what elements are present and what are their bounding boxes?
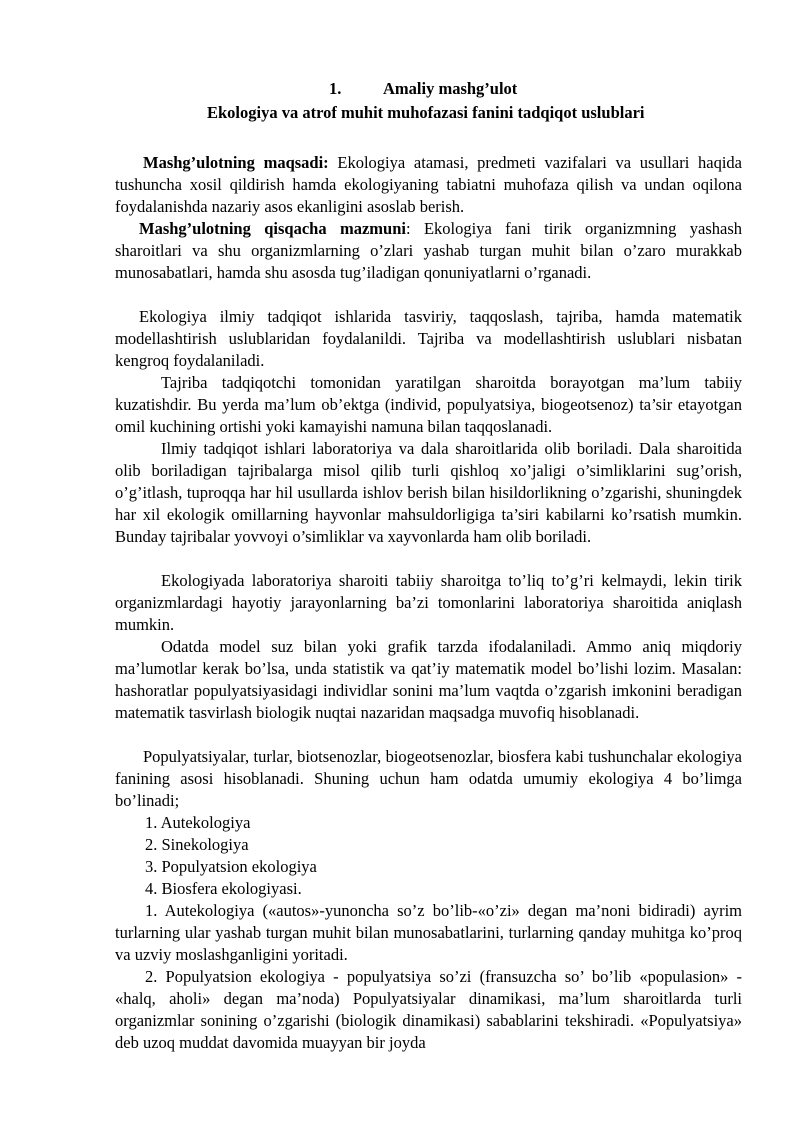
list-item: 3. Populyatsion ekologiya	[145, 857, 317, 876]
list-item: 2. Sinekologiya	[145, 835, 249, 854]
paragraph-experiment: Tajriba tadqiqotchi tomonidan yaratilgan sharoitda borayotgan ma’lum tabiiy kuzatishdir. Bu yerda ma’lum ob’ektga (individ, populyatsiya, biogeotsenoz) ta’sir etayotgan omil kuchining ortishi yoki kamayishi namuna bilan taqqoslanadi.	[115, 373, 742, 436]
paragraph-laboratory: Ekologiyada laboratoriya sharoiti tabiiy sharoitga to’liq to’g’ri kelmaydi, lekin tirik organizmlardagi hayotiy jarayonlarning ba’zi tomonlarini laboratoriya sharoitida aniqlash mumkin.	[115, 571, 742, 634]
summary-text: : Ekologiya fani tirik organizmning yashash sharoitlari va shu organizmlarning o’zlari yashab turgan muhit bilan o’zaro murakkab munosabatlari, hamda shu asosda tug’iladigan qonuniyatlarni o’rganadi.	[115, 219, 743, 282]
heading-title: Amaliy mashg’ulot	[383, 79, 518, 98]
paragraph-methods: Ekologiya ilmiy tadqiqot ishlarida tasviriy, taqqoslash, tajriba, hamda matematik modellashtirish uslublaridan foydalanildi. Tajriba va modellashtirish uslublari nisbatan kengroq foydalaniladi.	[115, 307, 742, 370]
paragraph-purpose	[115, 152, 742, 218]
heading-subtitle: Ekologiya va atrof muhit muhofazasi fanini tadqiqot uslublari	[207, 103, 645, 122]
paragraph-autecology: 1. Autekologiya («autos»-yunoncha so’z bo’lib-«o’zi» degan ma’noni bidiradi) ayrim turlarning ular yashab turgan muhit bilan munosabatlarini, turlarning qanday muhitga ko’proq va uzviy moslashganligini yoritadi.	[115, 901, 742, 964]
paragraph-summary	[115, 218, 742, 284]
purpose-label: Mashg’ulotning maqsadi:	[143, 153, 329, 172]
list-item: 1. Autekologiya	[145, 813, 251, 832]
list-item: 4. Biosfera ekologiyasi.	[145, 879, 302, 898]
heading-number: 1.	[329, 79, 342, 98]
paragraph-concepts: Populyatsiyalar, turlar, biotsenozlar, biogeotsenozlar, biosfera kabi tushunchalar ekologiya fanining asosi hisoblanadi. Shuning uchun ham odatda umumiy ekologiya 4 bo’limga bo’linadi;	[115, 747, 742, 810]
purpose-text: Ekologiya atamasi, predmeti vazifalari va usullari haqida tushuncha xosil qildirish hamda ekologiyaning tabiatni muhofaza qilish va undan oqilona foydalanishda nazariy asos ekanligini asoslab berish.	[115, 153, 742, 216]
paragraph-models: Odatda model suz bilan yoki grafik tarzda ifodalaniladi. Ammo aniq miqdoriy ma’lumotlar kerak bo’lsa, unda statistik va qat’iy matematik model bo’lishi lozim. Masalan: hashoratlar populyatsiyasidagi individlar sonini ma’lum vaqtda o’zgarish imkonini beradigan matematik tasvirlash biologik nuqtai nazaridan maqsadga muvofiq hisoblanadi.	[115, 637, 742, 722]
summary-label: Mashg’ulotning qisqacha mazmuni	[139, 219, 406, 238]
paragraph-field-research: Ilmiy tadqiqot ishlari laboratoriya va dala sharoitlarida olib boriladi. Dala sharoitida olib boriladigan tajribalarga misol qilib turli qishloq xo’jaligi o’simliklarini sug’orish, o’g’itlash, tuproqqa har hil usullarda ishlov berish bilan hisildorlikning o’zgarishi, shuningdek har xil ekologik omillarning hayvonlar mahsuldorligiga ta’siri kabilarni ko’rsatish mumkin. Bunday tajribalar yovvoyi o’simliklar va xayvonlarda ham olib boriladi.	[115, 439, 742, 546]
paragraph-population-ecology: 2. Populyatsion ekologiya - populyatsiya so’zi (fransuzcha so’ bo’lib «populasion» - «halq, aholi» degan ma’noda) Populyatsiyalar dinamikasi, ma’lum sharoitlarda turli organizmlar sonining o’zgarishi (biologik dinamikasi) sabablarini tekshiradi. «Populyatsiya» deb uzoq muddat davomida muayyan bir joyda	[115, 967, 742, 1052]
